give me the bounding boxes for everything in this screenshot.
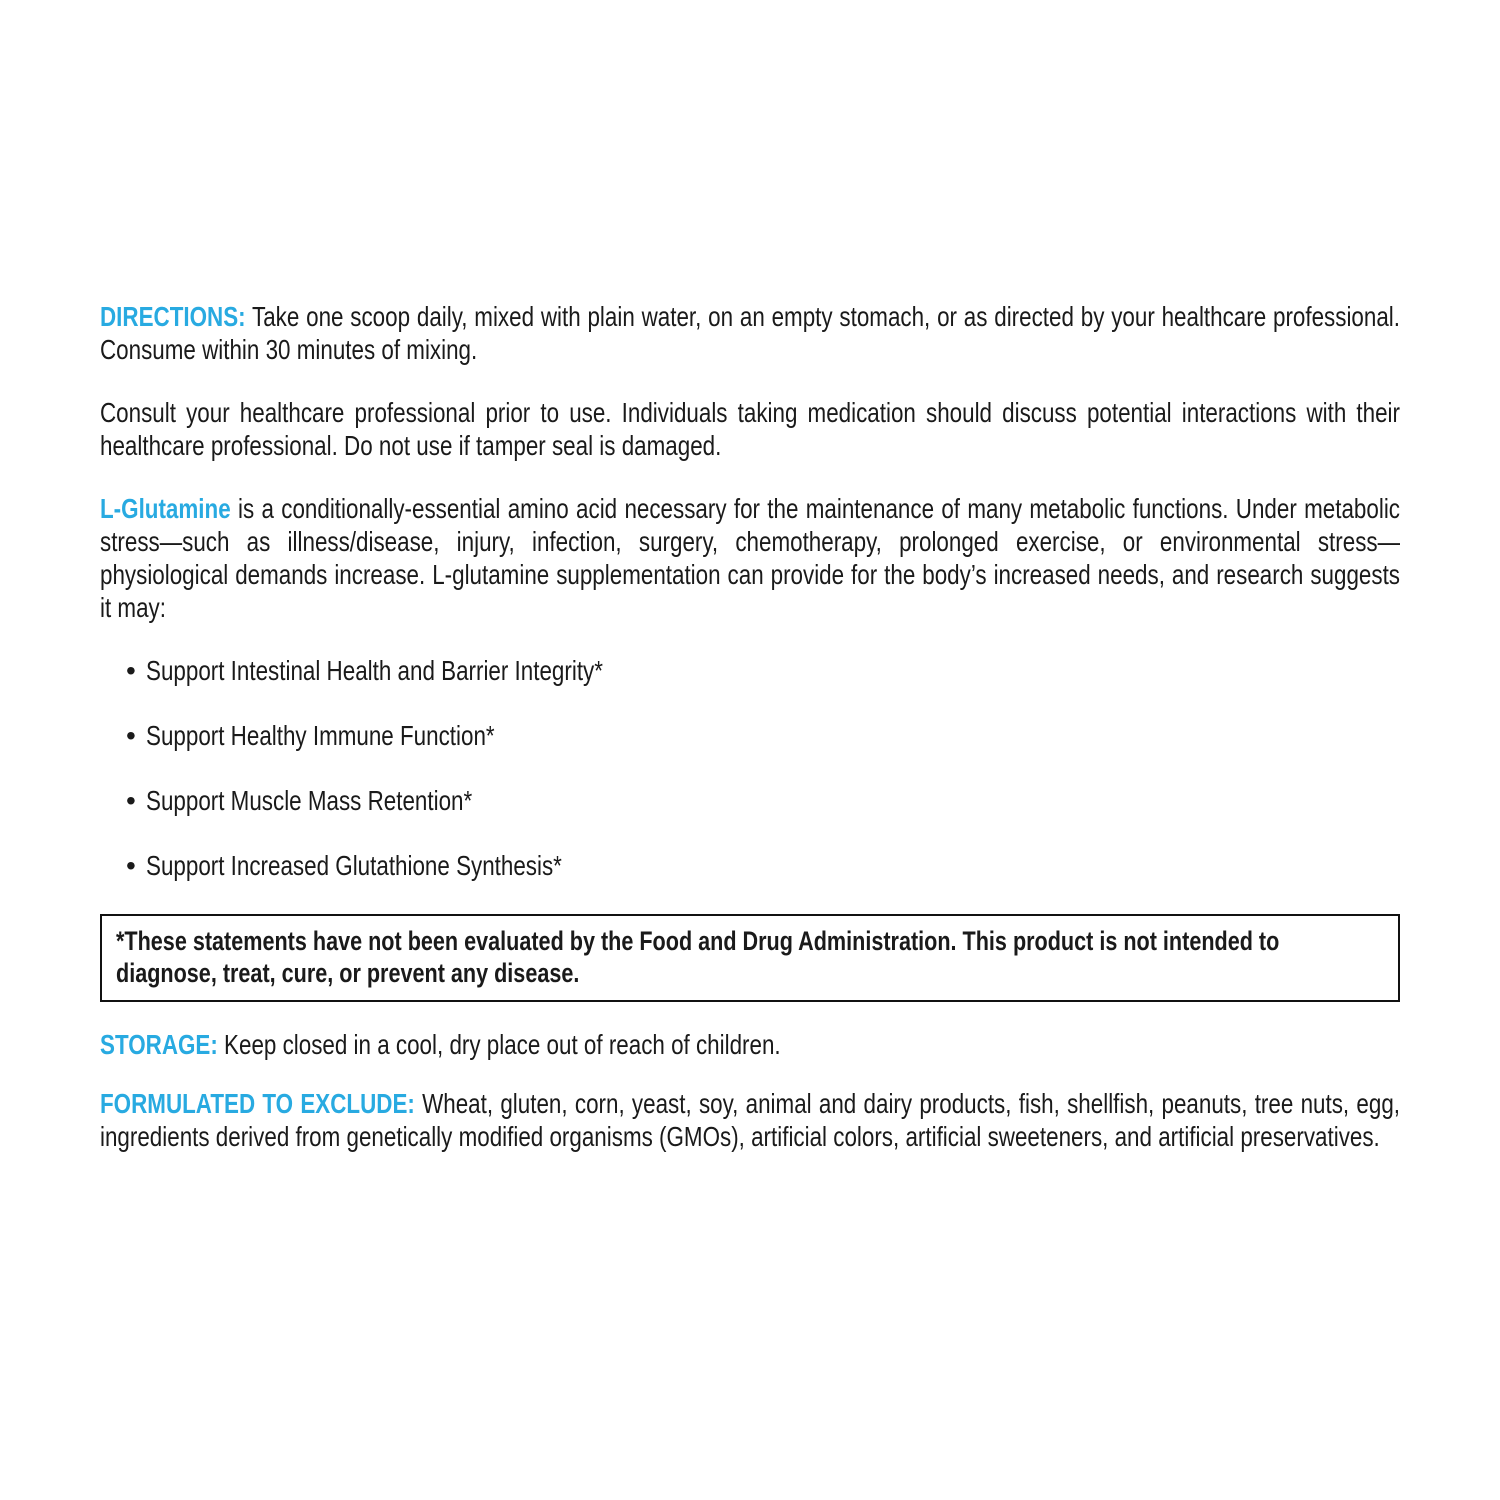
benefit-label: Support Healthy Immune Function* (146, 720, 495, 751)
ingredient-body: is a conditionally-essential amino acid necessary for the maintenance of many metabolic functions. Under metabolic stress—such as illness/disease, injury, infection, surgery, chemotherapy, prolonged exercise, or environmental stress—physiological demands increase. L-glutamine supplementation can provide for the body’s increased needs, and research suggests it may: (100, 493, 1400, 623)
caution-paragraph (100, 396, 1400, 462)
benefits-list (100, 654, 1400, 882)
benefit-label: Support Muscle Mass Retention* (146, 785, 473, 816)
formulated-to-exclude-heading: FORMULATED TO EXCLUDE: (100, 1088, 415, 1119)
ingredient-paragraph (100, 492, 1400, 624)
directions-paragraph (100, 300, 1400, 366)
benefit-label: Support Intestinal Health and Barrier Integrity* (146, 655, 603, 686)
directions-body: Take one scoop daily, mixed with plain water, on an empty stomach, or as directed by your healthcare professional. Consume within 30 minutes of mixing. (100, 301, 1401, 365)
bullet-icon: • (126, 785, 136, 816)
bullet-icon: • (126, 655, 136, 686)
benefit-label: Support Increased Glutathione Synthesis* (146, 850, 562, 881)
fda-disclaimer-box (100, 914, 1400, 1002)
list-item (100, 784, 1400, 817)
list-item (100, 849, 1400, 882)
fda-disclaimer-text: *These statements have not been evaluated by the Food and Drug Administration. This product is not intended to diagnose, treat, cure, or prevent any disease. (116, 926, 1280, 988)
caution-body: Consult your healthcare professional prior to use. Individuals taking medication should discuss potential interactions with their healthcare professional. Do not use if tamper seal is damaged. (100, 397, 1400, 461)
storage-body: Keep closed in a cool, dry place out of reach of children. (217, 1029, 781, 1060)
bullet-icon: • (126, 720, 136, 751)
storage-paragraph (100, 1028, 1400, 1061)
storage-heading: STORAGE: (100, 1029, 218, 1060)
formulated-to-exclude-paragraph (100, 1087, 1400, 1153)
supplement-label-panel (100, 300, 1400, 1153)
bullet-icon: • (126, 850, 136, 881)
list-item (100, 654, 1400, 687)
ingredient-name: L-Glutamine (100, 493, 231, 524)
directions-heading: DIRECTIONS: (100, 301, 246, 332)
fda-disclaimer-text-wrap (116, 925, 1384, 989)
list-item (100, 719, 1400, 752)
formulated-to-exclude-body: Wheat, gluten, corn, yeast, soy, animal and dairy products, fish, shellfish, peanuts, tree nuts, egg, ingredients derived from genetically modified organisms (GMOs), artificial colors, artificial sweeteners, and artificial preservatives. (100, 1088, 1401, 1152)
